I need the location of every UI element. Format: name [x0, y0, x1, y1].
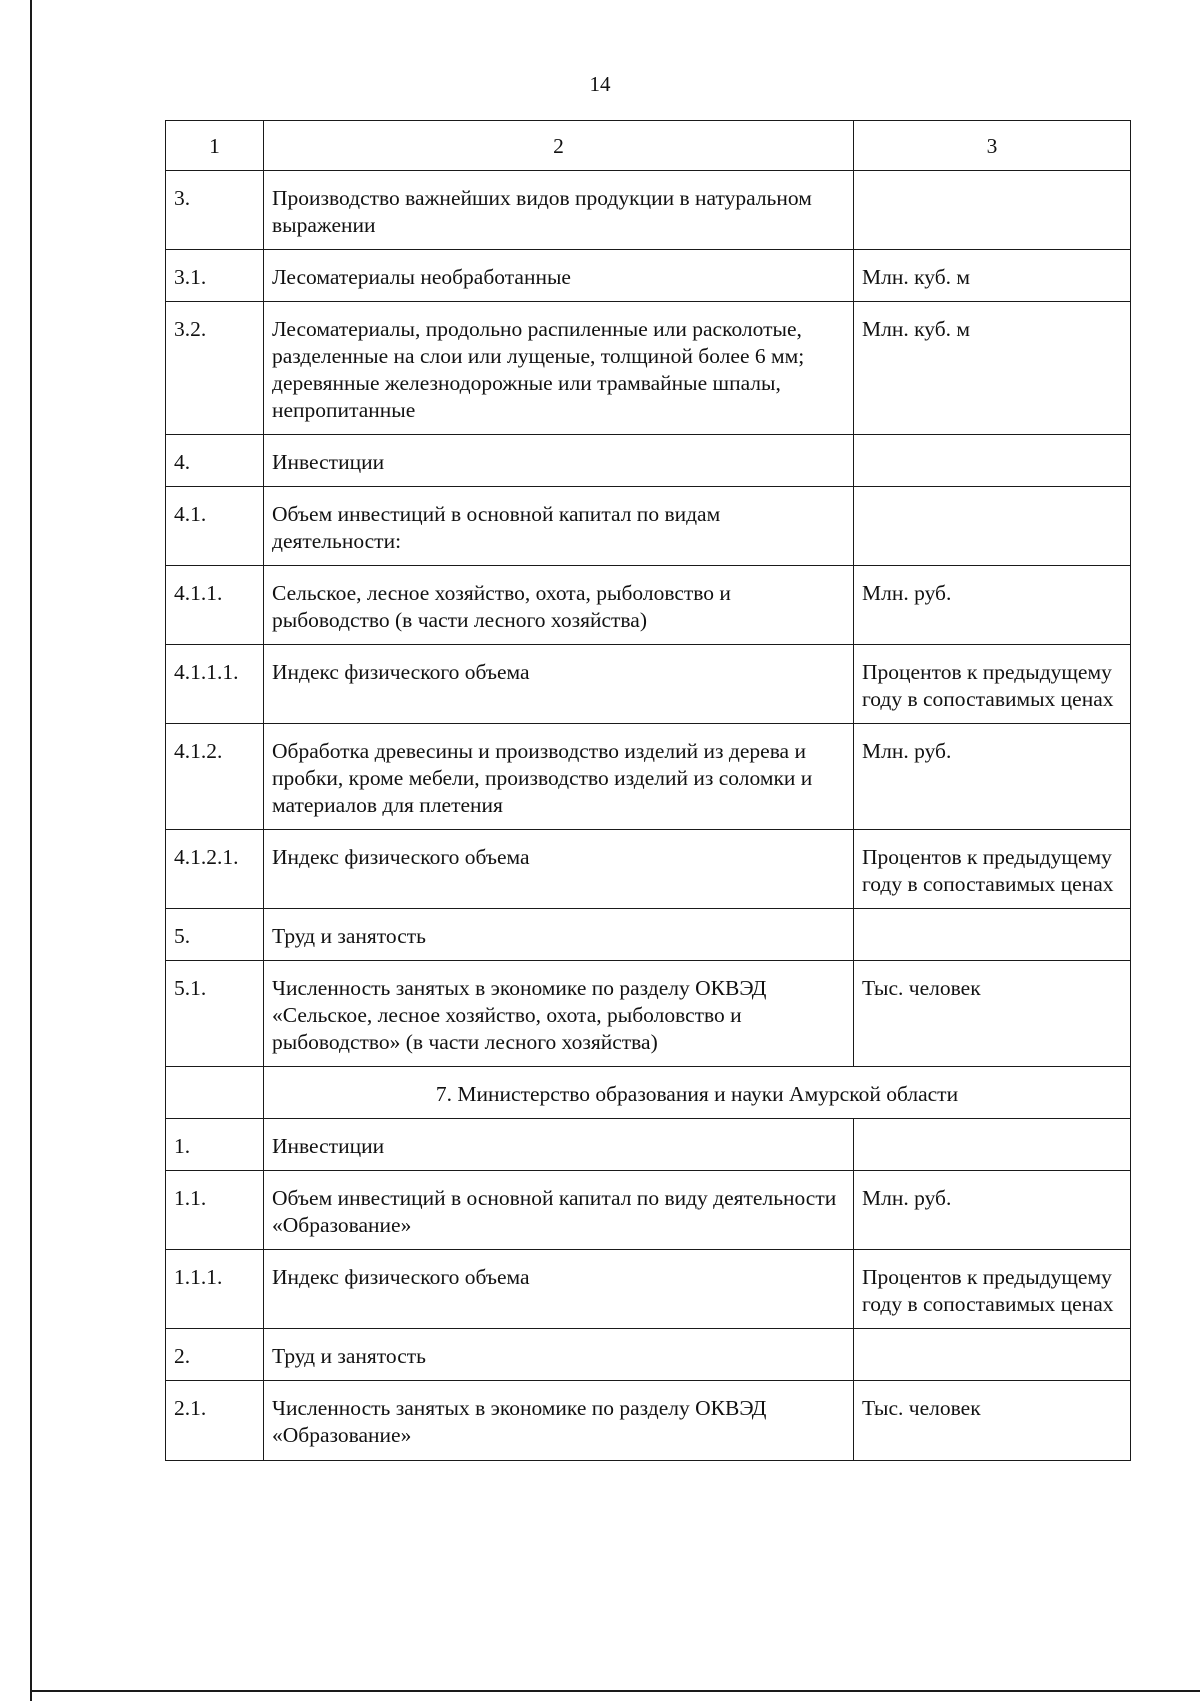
unit-of-measure: Млн. руб. [854, 724, 1131, 830]
header-col-3: 3 [854, 121, 1131, 171]
table-row [166, 724, 1131, 830]
indicator-name: Индекс физического объема [264, 830, 854, 909]
unit-of-measure: Тыс. человек [854, 961, 1131, 1067]
unit-of-measure: Процентов к предыдущему году в сопоставимых ценах [854, 1250, 1131, 1329]
unit-of-measure [854, 1329, 1131, 1381]
indicator-name: Лесоматериалы необработанные [264, 250, 854, 302]
table-row [166, 171, 1131, 250]
header-col-1: 1 [166, 121, 264, 171]
table-row [166, 961, 1131, 1067]
table-row [166, 1381, 1131, 1461]
section-title: 7. Министерство образования и науки Амурской области [264, 1067, 1131, 1119]
section-row-number [166, 1067, 264, 1119]
indicator-name: Объем инвестиций в основной капитал по видам деятельности: [264, 487, 854, 566]
table-row [166, 435, 1131, 487]
row-number: 3.2. [166, 302, 264, 435]
table-row [166, 1171, 1131, 1250]
table-header-row [166, 121, 1131, 171]
scan-border-bottom [30, 1690, 1200, 1692]
table-row [166, 1250, 1131, 1329]
indicator-name: Численность занятых в экономике по разделу ОКВЭД «Образование» [264, 1381, 854, 1461]
indicator-name: Численность занятых в экономике по разделу ОКВЭД «Сельское, лесное хозяйство, охота, рыболовство и рыбоводство» (в части лесного хозяйства) [264, 961, 854, 1067]
row-number: 1.1.1. [166, 1250, 264, 1329]
row-number: 3.1. [166, 250, 264, 302]
unit-of-measure: Процентов к предыдущему году в сопоставимых ценах [854, 645, 1131, 724]
indicator-name: Индекс физического объема [264, 1250, 854, 1329]
indicator-name: Производство важнейших видов продукции в натуральном выражении [264, 171, 854, 250]
row-number: 4.1.2. [166, 724, 264, 830]
indicator-name: Инвестиции [264, 435, 854, 487]
indicator-name: Труд и занятость [264, 1329, 854, 1381]
unit-of-measure [854, 487, 1131, 566]
section-row [166, 1067, 1131, 1119]
row-number: 5. [166, 909, 264, 961]
row-number: 5.1. [166, 961, 264, 1067]
unit-of-measure: Млн. куб. м [854, 302, 1131, 435]
scan-border-left [30, 0, 32, 1701]
row-number: 4.1.1. [166, 566, 264, 645]
table-row [166, 487, 1131, 566]
unit-of-measure: Млн. куб. м [854, 250, 1131, 302]
unit-of-measure: Млн. руб. [854, 566, 1131, 645]
table-row [166, 645, 1131, 724]
table-row [166, 1329, 1131, 1381]
table-row [166, 250, 1131, 302]
indicator-name: Индекс физического объема [264, 645, 854, 724]
indicator-name: Инвестиции [264, 1119, 854, 1171]
unit-of-measure [854, 909, 1131, 961]
header-col-2: 2 [264, 121, 854, 171]
table-row [166, 302, 1131, 435]
row-number: 4. [166, 435, 264, 487]
table-row [166, 566, 1131, 645]
indicator-name: Обработка древесины и производство изделий из дерева и пробки, кроме мебели, производство изделий из соломки и материалов для плетения [264, 724, 854, 830]
indicators-table [165, 120, 1131, 1461]
row-number: 4.1.2.1. [166, 830, 264, 909]
row-number: 2. [166, 1329, 264, 1381]
unit-of-measure: Млн. руб. [854, 1171, 1131, 1250]
page-number: 14 [589, 72, 611, 96]
table-row [166, 830, 1131, 909]
unit-of-measure [854, 171, 1131, 250]
indicator-name: Труд и занятость [264, 909, 854, 961]
row-number: 2.1. [166, 1381, 264, 1461]
row-number: 3. [166, 171, 264, 250]
row-number: 1. [166, 1119, 264, 1171]
unit-of-measure: Процентов к предыдущему году в сопоставимых ценах [854, 830, 1131, 909]
row-number: 4.1.1.1. [166, 645, 264, 724]
unit-of-measure [854, 435, 1131, 487]
table-row [166, 1119, 1131, 1171]
indicator-name: Объем инвестиций в основной капитал по виду деятельности «Образование» [264, 1171, 854, 1250]
row-number: 1.1. [166, 1171, 264, 1250]
unit-of-measure: Тыс. человек [854, 1381, 1131, 1461]
table-body [166, 121, 1131, 1461]
table-row [166, 909, 1131, 961]
unit-of-measure [854, 1119, 1131, 1171]
row-number: 4.1. [166, 487, 264, 566]
indicator-name: Сельское, лесное хозяйство, охота, рыболовство и рыбоводство (в части лесного хозяйства) [264, 566, 854, 645]
indicator-name: Лесоматериалы, продольно распиленные или расколотые, разделенные на слои или лущеные, толщиной более 6 мм; деревянные железнодорожные или трамвайные шпалы, непропитанные [264, 302, 854, 435]
